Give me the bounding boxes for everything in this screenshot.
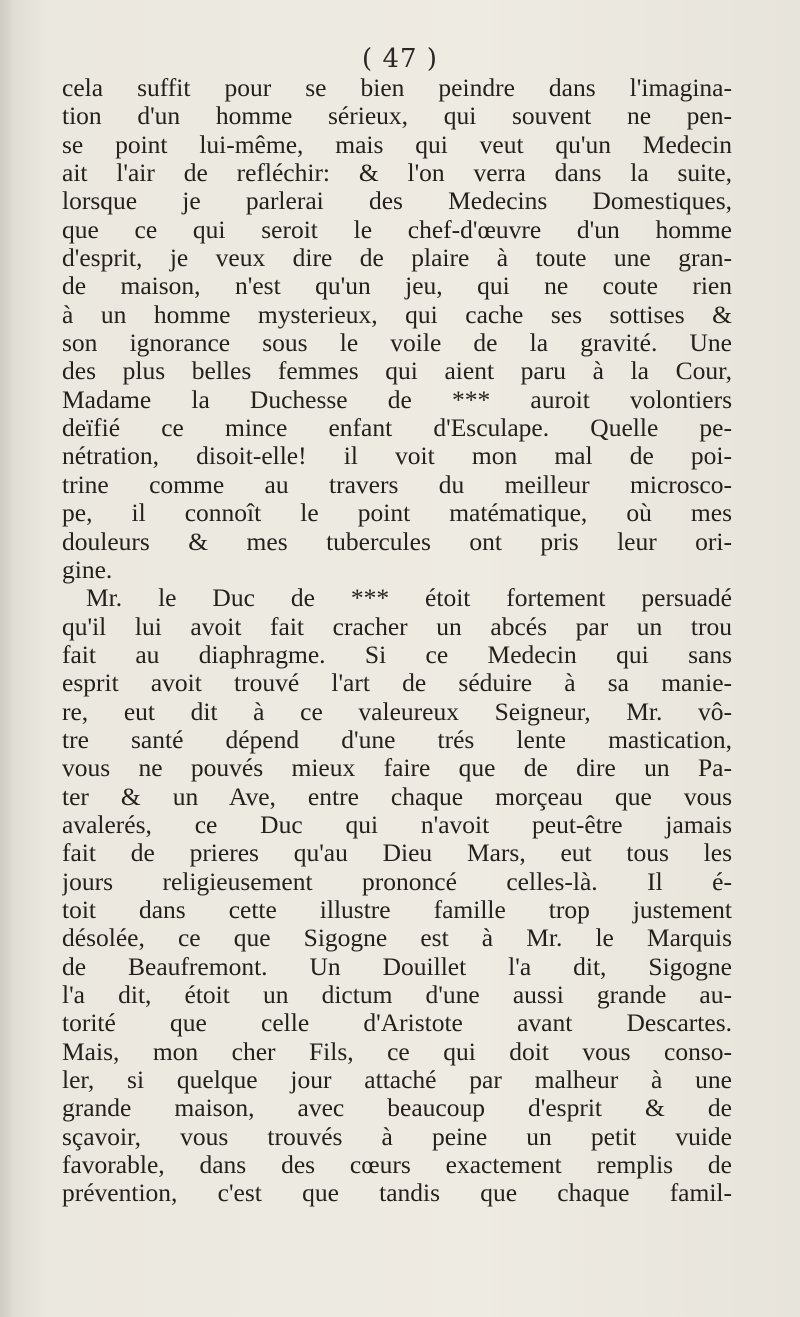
text-line: prévention, c'est que tandis que chaque famil- — [62, 1179, 732, 1208]
text-line: ter & un Ave, entre chaque morçeau que vous — [62, 782, 732, 811]
text-line: pe, il connoît le point matématique, où mes — [62, 499, 732, 528]
text-line: tion d'un homme sérieux, qui souvent ne pen- — [62, 102, 732, 131]
text-line: trine comme au travers du meilleur microsco- — [62, 470, 732, 499]
text-line: des plus belles femmes qui aient paru à la Cour, — [62, 357, 732, 386]
text-line: fait de prieres qu'au Dieu Mars, eut tous les — [62, 839, 732, 868]
text-line: deïfié ce mince enfant d'Esculape. Quelle pe- — [62, 414, 732, 443]
text-line: Mr. le Duc de *** étoit fortement persuadé — [86, 584, 732, 613]
text-line: favorable, dans des cœurs exactement remplis de — [62, 1151, 732, 1180]
text-line: toit dans cette illustre famille trop justement — [62, 895, 732, 924]
text-line: de Beaufremont. Un Douillet l'a dit, Sigogne — [62, 952, 732, 981]
text-line: l'a dit, étoit un dictum d'une aussi grande au- — [62, 981, 732, 1009]
text-line: torité que celle d'Aristote avant Descartes. — [62, 1009, 732, 1038]
text-line: avalerés, ce Duc qui n'avoit peut-être jamais — [62, 810, 732, 839]
page-number: ( 47 ) — [362, 44, 438, 74]
text-line: sçavoir, vous trouvés à peine un petit vuide — [62, 1122, 732, 1151]
text-line: à un homme mysterieux, qui cache ses sottises & — [62, 300, 732, 329]
text-line: douleurs & mes tubercules ont pris leur ori- — [62, 527, 732, 556]
text-line: nétration, disoit-elle! il voit mon mal de poi- — [62, 442, 732, 471]
text-line: jours religieusement prononcé celles-là. Il é- — [62, 867, 732, 896]
text-line: ait l'air de refléchir: & l'on verra dans la suite, — [62, 159, 732, 188]
gutter-shadow — [0, 0, 14, 1317]
text-line: ler, si quelque jour attaché par malheur à une — [62, 1066, 732, 1095]
text-line: son ignorance sous le voile de la gravité. Une — [62, 329, 732, 358]
text-line: se point lui-même, mais qui veut qu'un Medecin — [62, 130, 732, 159]
text-line: lorsque je parlerai des Medecins Domestiques, — [62, 187, 732, 216]
text-line: tre santé dépend d'une trés lente mastication, — [62, 725, 732, 754]
text-line: Mais, mon cher Fils, ce qui doit vous conso- — [62, 1037, 732, 1066]
text-line: gine. — [62, 555, 113, 584]
text-line: d'esprit, je veux dire de plaire à toute une gran- — [62, 244, 732, 273]
text-line: qu'il lui avoit fait cracher un abcés par un trou — [62, 612, 732, 641]
text-line: Madame la Duchesse de *** auroit volontiers — [62, 385, 732, 414]
body-text — [62, 74, 732, 1208]
text-line: de maison, n'est qu'un jeu, qui ne coute rien — [62, 272, 732, 301]
text-line: fait au diaphragme. Si ce Medecin qui sans — [62, 640, 732, 669]
text-line: désolée, ce que Sigogne est à Mr. le Marquis — [62, 924, 732, 953]
text-line: vous ne pouvés mieux faire que de dire un Pa- — [62, 754, 732, 783]
text-line: cela suffit pour se bien peindre dans l'imagina- — [62, 74, 732, 102]
text-line: grande maison, avec beaucoup d'esprit & de — [62, 1094, 732, 1123]
text-line: esprit avoit trouvé l'art de séduire à sa manie- — [62, 669, 732, 698]
text-line: que ce qui seroit le chef-d'œuvre d'un homme — [62, 215, 732, 244]
text-line: re, eut dit à ce valeureux Seigneur, Mr. vô- — [62, 697, 732, 726]
